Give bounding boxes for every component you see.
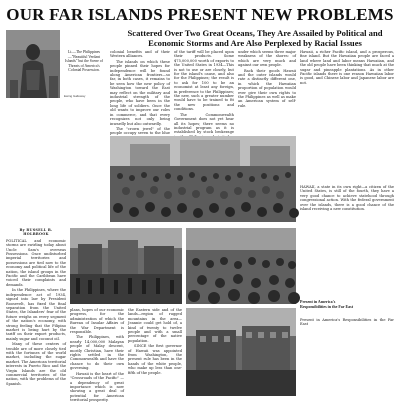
column-left: By RUSSELL B. HOLBROOK POLITICAL and economic storms are swirling today about Uncle Sam's overseas Possessions. Once undisturbed imperial territories and possessions are tied now to the economy and political life of the nation, the island groups in the Pacific and the Caribbean have voiced their complaints and demands. In the Philippines, where the independence act of 1934, signed into law by President Roosevelt, has fixed the final separation from the United States, the Islanders' fear of the future weighs on every segment of the nation's economy, with strong feeling that the Filipino market is being hurt by the tariff on their export products, mainly sugar and coconut oil. Many of these centers of trouble are of more closely tied with the fortunes of the world market, including the sugar market. The American territorial interests in Puerto Rico and the Virgin Islands are the old commercial territories of the nation, with the problems of the Spanish. bbox=[6, 228, 66, 386]
photo-lower-right bbox=[186, 228, 296, 304]
crowd-photo-image bbox=[110, 136, 296, 222]
street-photo-image bbox=[70, 228, 182, 304]
crowd-lower-photo-image bbox=[186, 228, 296, 304]
top-left-caption: Lt.—The Philippines—"Beautiful Verdant Islands" but the Scene of Threats of America's Colonial Possession. bbox=[65, 50, 103, 73]
column-right-bottom: Present in America's Responsibilities in the Far East bbox=[300, 318, 394, 327]
statue-photo-image bbox=[6, 30, 60, 98]
column-2-top: colonial benefits and of their Western alliances. The islands on which these people pinned their hopes for independence will be found along American frontiers—so far, in both cases, it remains to be seen how the new policy of Washington toward the East may reflect on the military and industrial strength of the people, who have been in the long life of soldiers. Once the old wants to improve our roles in commerce, and that every recognizes not only being inwardly but also outwardly. The "crown jewel" of the people occupy seven to the blue bbox=[110, 50, 170, 136]
crowd-caption: Present in America's Responsibilities in the Far East bbox=[300, 299, 354, 309]
building-photo-image bbox=[186, 308, 296, 396]
column-middle2-lower: the Eastern side and of the lands—region of rugged mountains in the area—Jeannie could get hold of, a kind of twenty to twelve people and with a small percentage of the native population. SINCE the first governor of Hawaii was appointed from Washington, the present rule has been in the hands of the white people, who make up less than one-fifth of the people. bbox=[128, 308, 182, 375]
byline: By RUSSELL B. HOLBROOK bbox=[19, 228, 53, 237]
subhead: Scattered Over Two Great Oceans, They Are Assailed by Political and Economic Storms and Are Also Perplexed by Racial Issues bbox=[127, 28, 383, 48]
column-right-lower: HAWAII, a state in its own right—a citizen of the United States, is still of the fourth, they have a very good chance to achieve statehood through congressional action. With the federal government over the islands, there is a good chance of the island receiving a new constitution. bbox=[300, 185, 394, 212]
column-3-top: of the tariff will be placed upon their products. Some $75,000,000 worth of exports to the United States in 1934—This is not to use or are closely, but for the island's cause, and also for the Philippines; the result is to ask for 100 to be an economist at least any foreign, in preference to the Philippines; the new, such a greater number would have to be trained to fit the new positions and conditions. The Commonwealth Government does not yet hear all its hopes; there seems no industrial program as it is established by stock brokerage bbox=[174, 50, 234, 135]
column-middle-lower: plans, hopes of our economic progress, for the administration of which the Bureau of Insular Affairs of the War Department is responsible. The Philippines, with nearly 14,000,000 Malayan people of Malay descent, mostly Christian, have their rights settled in the Commonwealth and have the chance to do their own governing. Hawaii is the heart of the "Crossroads of the Pacific" — a dependency of great importance which is now showing a great deal of potential for American territorial prosperity. bbox=[70, 308, 124, 403]
headline: OUR FAR ISLANDS PRESENT NEW PROBLEMS bbox=[6, 5, 394, 24]
photo-top-left bbox=[6, 30, 60, 98]
column-right: Hawaii, a richer Pacific island, and a prosperous, fine island. But the Hawaiian people are faced a land where land and labor means Hawaiian, and the old people have been thinking that much at the sugar and pineapple plantations. As in other Pacific islands there is one reason Hawaiian labor is good, and Chinese labor and Japanese labor are not. bbox=[300, 50, 394, 85]
column-4-top: under which seems three major weakness of the shores: of which are very much and against our own people. Back their goods Hawaii and the outer islands would rate a distinctly different one, in which the Hawaiian proportion of population would ever give their own rights to the Philippines as well as make an American system of self-rule. bbox=[238, 50, 296, 108]
photo-lower-middle bbox=[70, 228, 182, 304]
photo-center bbox=[110, 136, 296, 222]
top-left-credit: Ewing Galloway bbox=[64, 94, 86, 98]
photo-bottom-right bbox=[186, 308, 296, 396]
